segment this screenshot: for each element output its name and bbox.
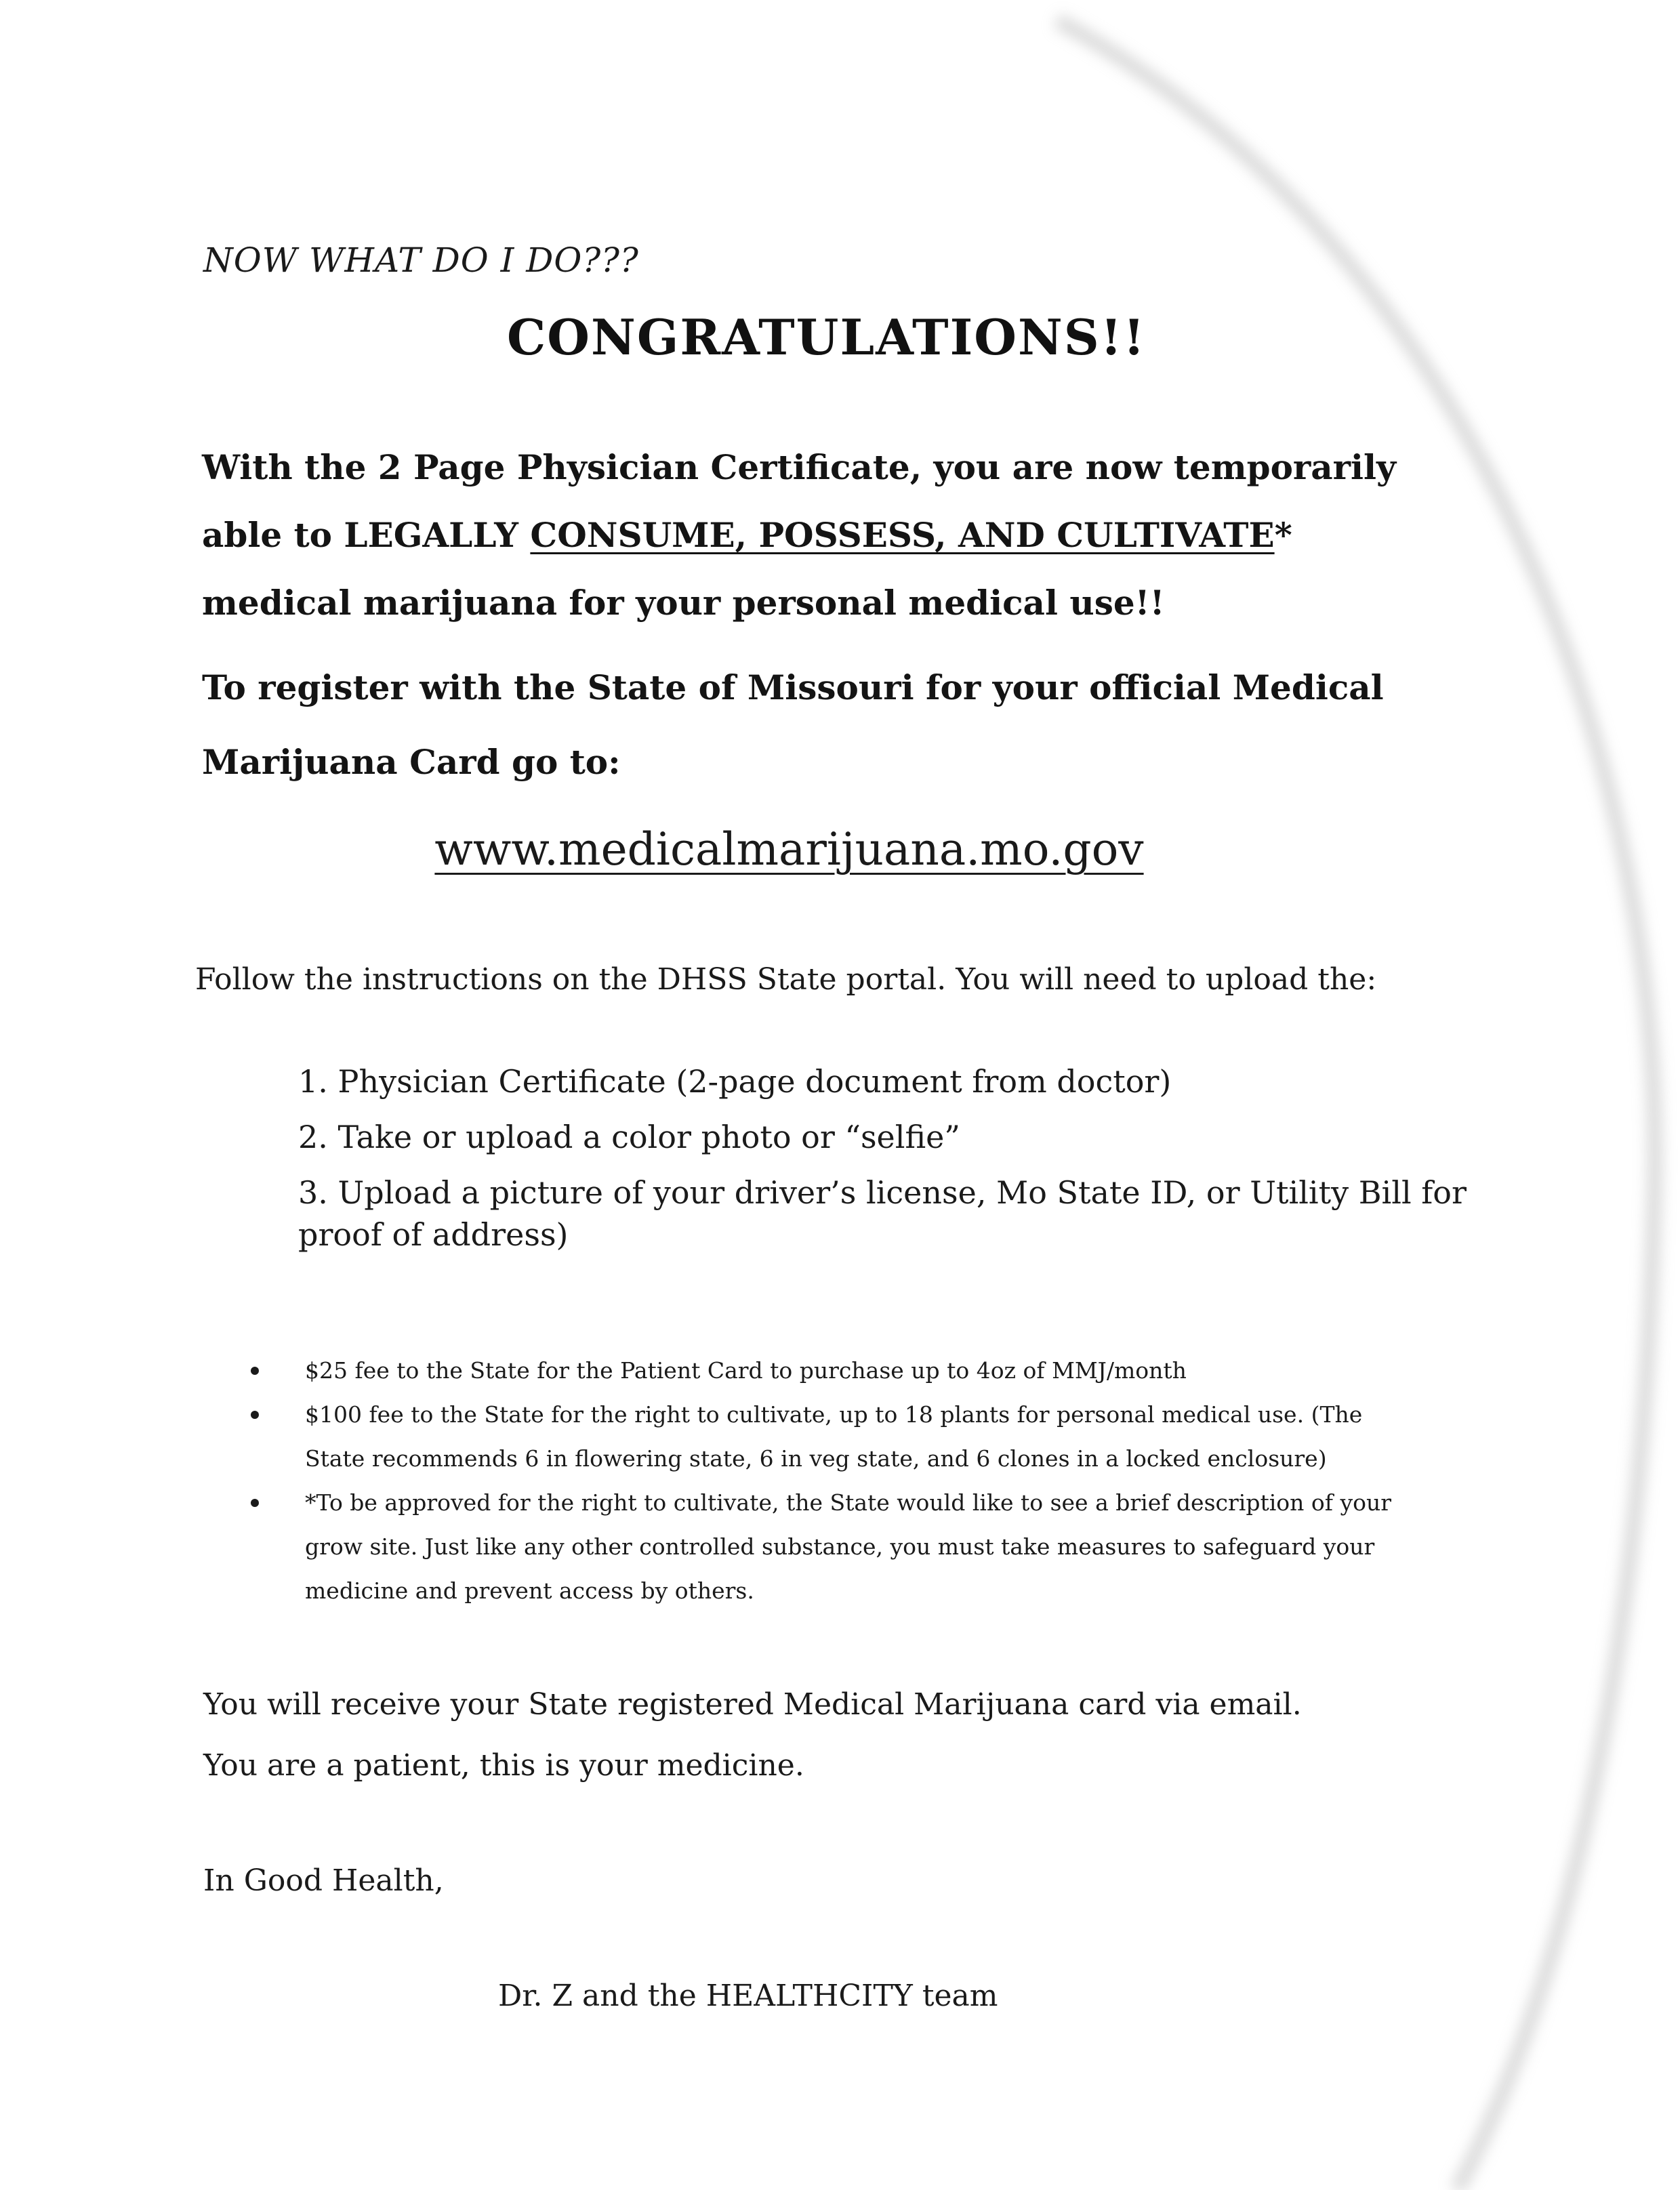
signature: Dr. Z and the HEALTHCITY team <box>498 1979 998 2013</box>
list-item: proof of address) <box>298 1216 569 1253</box>
register-line-1: To register with the State of Missouri for your official Medical <box>202 667 1384 707</box>
list-item: 2. Take or upload a color photo or “selfie” <box>298 1119 960 1155</box>
asterisk-mark: * <box>1274 515 1292 555</box>
register-line-2: Marijuana Card go to: <box>202 742 621 782</box>
bullet-icon <box>251 1367 259 1375</box>
page-title: CONGRATULATIONS!! <box>507 308 1146 366</box>
list-item-continuation: grow site. Just like any other controlled substance, you must take measures to safeguard your <box>305 1533 1375 1560</box>
list-item: $25 fee to the State for the Patient Card to purchase up to 4oz of MMJ/month <box>251 1348 1471 1392</box>
intro-line-1: With the 2 Page Physician Certificate, you are now temporarily <box>202 447 1397 487</box>
list-item-continuation: medicine and prevent access by others. <box>305 1577 754 1604</box>
salutation: In Good Health, <box>203 1863 444 1898</box>
patient-statement: You are a patient, this is your medicine. <box>203 1748 804 1783</box>
list-item: 1. Physician Certificate (2-page document from doctor) <box>298 1063 1172 1100</box>
list-item: 3. Upload a picture of your driver’s license, Mo State ID, or Utility Bill for <box>298 1174 1467 1211</box>
email-notice: You will receive your State registered Medical Marijuana card via email. <box>203 1687 1302 1722</box>
page-subtitle: NOW WHAT DO I DO??? <box>203 241 639 280</box>
list-item-continuation: State recommends 6 in flowering state, 6 in veg state, and 6 clones in a locked enclosure) <box>305 1445 1327 1472</box>
intro-line-3: medical marijuana for your personal medical use!! <box>202 583 1165 623</box>
state-portal-link[interactable]: www.medicalmarijuana.mo.gov <box>434 823 1144 875</box>
bullet-icon <box>251 1499 259 1507</box>
list-item: $100 fee to the State for the right to cultivate, up to 18 plants for personal medical use. (The <box>251 1392 1471 1437</box>
upload-requirements-list <box>298 1060 1484 1269</box>
bullet-icon <box>251 1411 259 1419</box>
consume-possess-cultivate-text: CONSUME, POSSESS, AND CULTIVATE <box>530 515 1275 555</box>
state-portal-url <box>0 823 1680 875</box>
list-item: *To be approved for the right to cultivate, the State would like to see a brief description of your <box>251 1481 1471 1525</box>
fees-list <box>251 1348 1471 1613</box>
intro-line-2 <box>202 515 1292 555</box>
intro-line-2-prefix: able to LEGALLY <box>202 515 531 555</box>
instructions-lead: Follow the instructions on the DHSS State portal. You will need to upload the: <box>195 962 1377 997</box>
